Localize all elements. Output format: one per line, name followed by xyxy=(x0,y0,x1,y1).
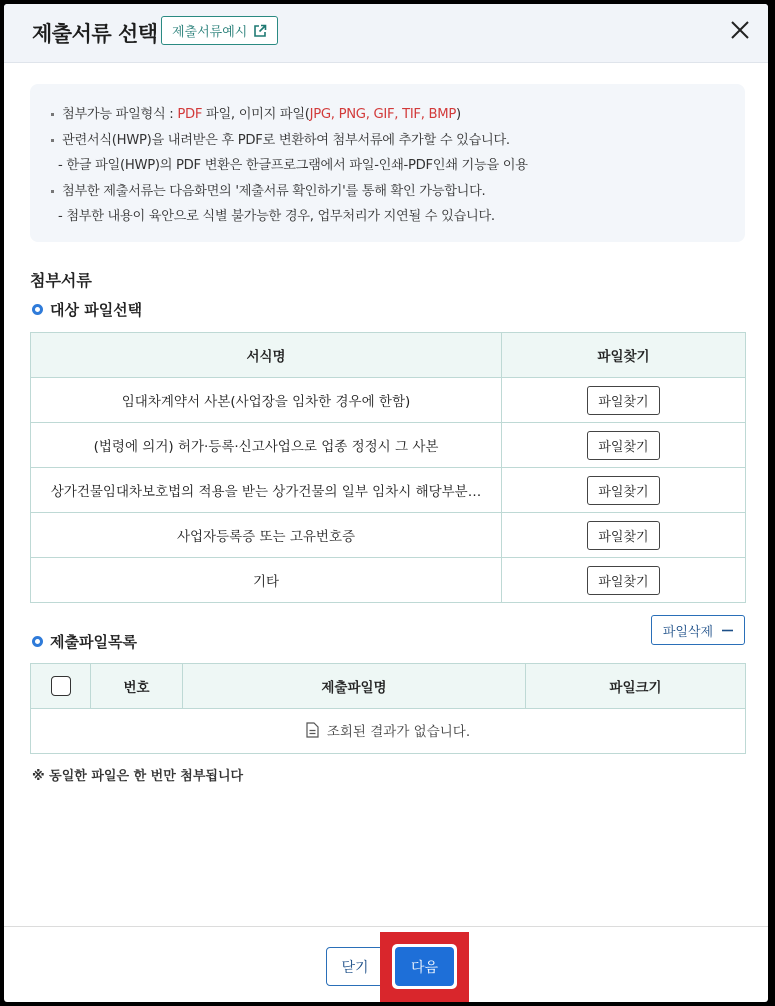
target-file-title: 대상 파일선택 xyxy=(32,299,142,320)
close-icon[interactable] xyxy=(728,18,752,42)
notice-hwp-conversion: 관련서식(HWP)을 내려받은 후 PDF로 변환하여 첨부서류에 추가할 수 있습니다. xyxy=(50,128,745,154)
notice-confirm-next: 첨부한 제출서류는 다음화면의 '제출서류 확인하기'를 통해 확인 가능합니다. xyxy=(50,179,745,205)
duplicate-file-note: ※ 동일한 파일은 한 번만 첨부됩니다 xyxy=(32,769,244,784)
modal-header xyxy=(4,4,768,63)
table-row xyxy=(31,423,746,468)
external-link-icon xyxy=(253,24,267,38)
column-header-file-find: 파일찾기 xyxy=(502,333,746,378)
notice-hwp-pdf-method: - 한글 파일(HWP)의 PDF 변환은 한글프로그램에서 파일-인쇄-PDF인쇄 기능을 이용 xyxy=(58,158,528,173)
table-row xyxy=(31,468,746,513)
example-documents-button[interactable] xyxy=(161,16,278,45)
notice-delay-warning: - 첨부한 내용이 육안으로 식별 불가능한 경우, 업무처리가 지연될 수 있습니다. xyxy=(58,209,495,224)
form-name-cell: 상가건물임대차보호법의 적용을 받는 상가건물의 일부 임차시 해당부분… xyxy=(31,468,502,513)
find-file-button[interactable]: 파일찾기 xyxy=(587,476,659,505)
form-name-cell: (법령에 의거) 허가·등록·신고사업으로 업종 정정시 그 사본 xyxy=(31,423,502,468)
modal-title: 제출서류 선택 xyxy=(32,22,158,46)
example-button-label: 제출서류예시 xyxy=(172,25,248,40)
next-button[interactable]: 다음 xyxy=(395,947,454,986)
table-row xyxy=(31,513,746,558)
attachments-section-title: 첨부서류 xyxy=(30,271,92,290)
modal-footer xyxy=(4,926,768,1002)
find-file-button[interactable]: 파일찾기 xyxy=(587,431,659,460)
minus-icon xyxy=(722,625,733,636)
empty-row xyxy=(31,709,746,754)
table-header-row xyxy=(31,664,746,709)
submitted-files-title: 제출파일목록 xyxy=(32,631,137,652)
table-header-row xyxy=(31,333,746,378)
column-header-file-name: 제출파일명 xyxy=(183,664,526,709)
table-row xyxy=(31,378,746,423)
close-button[interactable]: 닫기 xyxy=(326,947,384,986)
table-row xyxy=(31,558,746,603)
find-file-button[interactable]: 파일찾기 xyxy=(587,566,659,595)
delete-button-label: 파일삭제 xyxy=(662,624,714,640)
document-icon xyxy=(306,722,319,738)
delete-file-button[interactable] xyxy=(651,615,745,645)
bullet-ring-icon xyxy=(32,636,43,647)
notice-box xyxy=(30,84,745,242)
form-name-cell: 사업자등록증 또는 고유번호증 xyxy=(31,513,502,558)
find-file-button[interactable]: 파일찾기 xyxy=(587,521,659,550)
empty-message: 조회된 결과가 없습니다. xyxy=(326,724,471,740)
form-table xyxy=(30,332,746,603)
find-file-button[interactable]: 파일찾기 xyxy=(587,386,659,415)
column-header-number: 번호 xyxy=(91,664,183,709)
submitted-file-table xyxy=(30,663,746,754)
column-header-file-size: 파일크기 xyxy=(526,664,746,709)
column-header-form-name: 서식명 xyxy=(31,333,502,378)
file-select-modal xyxy=(4,4,768,1002)
bullet-ring-icon xyxy=(32,304,43,315)
select-all-checkbox[interactable] xyxy=(51,676,71,696)
form-name-cell: 임대차계약서 사본(사업장을 임차한 경우에 한함) xyxy=(31,378,502,423)
notice-file-formats: 첨부가능 파일형식 : PDF 파일, 이미지 파일(JPG, PNG, GIF, TIF, BMP) xyxy=(50,102,745,128)
form-name-cell: 기타 xyxy=(31,558,502,603)
